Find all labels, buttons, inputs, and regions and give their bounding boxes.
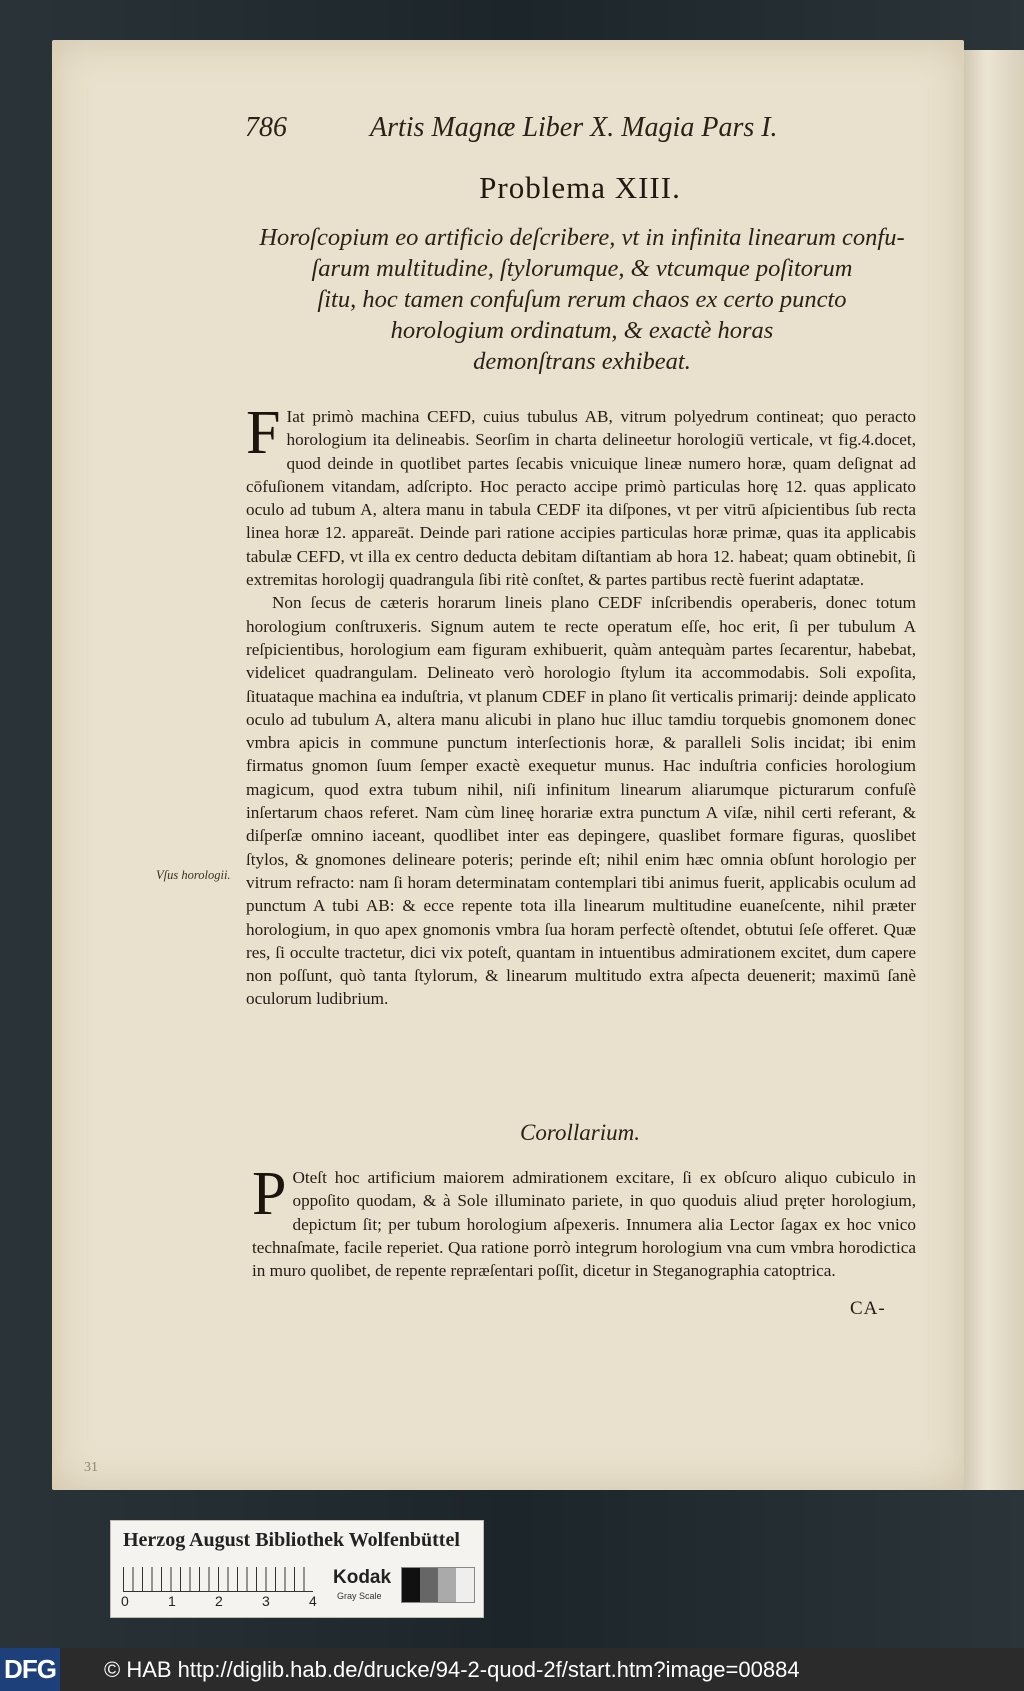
- kodak-subtitle: Gray Scale: [337, 1591, 382, 1601]
- ruler-number: 3: [262, 1593, 270, 1609]
- ruler-number: 1: [168, 1593, 176, 1609]
- ruler-scale: [123, 1567, 313, 1592]
- problem-subtitle: [242, 222, 922, 377]
- library-name: Herzog August Bibliothek Wolfenbüttel: [123, 1529, 460, 1551]
- subtitle-line: horologium ordinatum, & exactè horas: [390, 317, 774, 344]
- subtitle-line: ſitu, hoc tamen confuſum rerum chaos ex certo puncto: [317, 286, 847, 313]
- corollary-text: [252, 1160, 916, 1282]
- subtitle-line: demonſtrans exhibeat.: [473, 348, 691, 375]
- dfg-logo[interactable]: DFG: [0, 1648, 60, 1691]
- page-number: 786: [245, 112, 287, 143]
- catchword: CA-: [850, 1298, 886, 1319]
- grey-patch: [456, 1568, 474, 1602]
- ruler-number: 0: [121, 1593, 129, 1609]
- grey-scale-patches: [401, 1567, 475, 1603]
- paragraph-text: Oteſt hoc artificium maiorem admirationem excitare, ſi ex obſcuro aliquo cubiculo in oppoſito quodam, & à Sole illuminato pariete, in quo quoduis aliud pręter horologium, depictum ſit; per tubum horologium aſpexeris. Innumera alia Lector ſagax ex hoc vnico technaſmate, facile reperiet. Qua ratione porrò integrum horologium vna cum vmbra horodictica in muro quolibet, de repente repræſentari poſſit, dicetur in Steganographia catoptrica.: [252, 1168, 916, 1281]
- paragraph-text: Iat primò machina CEFD, cuius tubulus AB, vitrum polyedrum contineat; quo peracto horologium ita delineabis. Seorſim in charta delineetur horologiū verticale, vt fig.4.docet, quod deinde in quotlibet partes ſecabis vnicuique lineæ numero horæ, quam deſignat ad cōfuſionem vitandam, adſcripto. Hoc peracto accipe primò particulas horę 12. quas applicato oculo ad tubum A, altera manu in tabula CEDF ita diſpones, vt per vitrū aſpicientibus ſub recta linea horæ 12. appareāt. Deinde pari ratione accipies particulas horæ primæ, quas ita applicabis tabulæ CEFD, vt illa ex centro deducta debitam diſtantiam ab hora 12. habeat; quam obtinebit, ſi extremitas horologij quadrangula ſibi ritè conſtet, & partes partibus rectè fuerint adaptatæ.: [246, 407, 916, 590]
- drop-cap: F: [246, 399, 281, 467]
- main-text: [246, 399, 916, 1011]
- running-head-title: Artis Magnæ Liber X. Magia Pars I.: [370, 112, 778, 143]
- paragraph-1: [246, 399, 916, 591]
- grey-patch: [402, 1568, 420, 1602]
- corollary-heading: Corollarium.: [520, 1120, 640, 1145]
- ruler-number: 2: [215, 1593, 223, 1609]
- subtitle-line: Horoſcopium eo artificio deſcribere, vt in infinita linearum confu-: [259, 224, 905, 251]
- pencil-mark: 31: [84, 1460, 98, 1475]
- grey-patch: [438, 1568, 456, 1602]
- next-page-edge: [962, 50, 1024, 1490]
- problem-title: Problema XIII.: [479, 170, 681, 205]
- margin-note: Vſus horologii.: [156, 868, 231, 882]
- paragraph-3: [252, 1160, 916, 1282]
- grey-patch: [420, 1568, 438, 1602]
- credit-link[interactable]: © HAB http://diglib.hab.de/drucke/94-2-quod-2f/start.htm?image=00884: [104, 1657, 800, 1682]
- drop-cap: P: [252, 1160, 287, 1228]
- footer-bar: [0, 1648, 1024, 1691]
- ruler-number: 4: [309, 1593, 317, 1609]
- library-color-card: [110, 1520, 484, 1618]
- subtitle-line: ſarum multitudine, ſtylorumque, & vtcumque poſitorum: [311, 255, 853, 282]
- kodak-logo: Kodak: [333, 1567, 392, 1588]
- paragraph-2: Non ſecus de cæteris horarum lineis plano CEDF inſcribendis operaberis, donec totum horologium conſtruxeris. Signum autem te recte operatum eſſe, hoc erit, ſi per tubulum A reſpicientibus, horologium eam figuram exhibuerit, quàm antequàm partes ſecarentur, habebat, videlicet quadrangulam. Delineato verò horologio ſtylum ita accommodabis. Soli expoſita, ſituataque machina ea induſtria, vt planum CDEF in plano ſit verticalis primarij: deinde applicato oculo ad tubulum A, altera manu alicubi in plano huc illuc tamdiu torquebis gnomonem donec vmbra apicis in commune punctum interſectionis horæ, & paralleli Solis incidat; ibi enim firmatus gnomon ſuum ſemper exactè exequetur munus. Hac induſtria conficies horologium magicum, quod extra tubum nihil, niſi infinitum linearum aliarumque picturarum confuſè inſertarum chaos referet. Nam cùm lineę horariæ extra punctum A viſæ, nihil certi referant, & diſperſæ omnino iaceant, quodlibet inter eas depingere, quaslibet formare figuras, quoslibet ſtylos, & gnomones delineare poteris; perinde eſt; nihil enim hæc omnia obſunt horologio per vitrum refracto: nam ſi horam determinatam contemplari tibi animus fuerit, applicabis oculum ad punctum A tubi AB: & ecce repente tota illa linearum multitudine euaneſcente, nihil præter horologium, in quo apex gnomonis vmbra ſua horam perfectè oſtendet, obtutui ſeſe offeret. Quæ res, ſi occulte tractetur, dici vix poteſt, quantam in intuentibus admirationem excitet, dum capere non poſſunt, quò tanta ſtylorum, & linearum multitudo extra aſpecta deuenerit; maximū ſanè oculorum ludibrium.: [246, 593, 916, 1009]
